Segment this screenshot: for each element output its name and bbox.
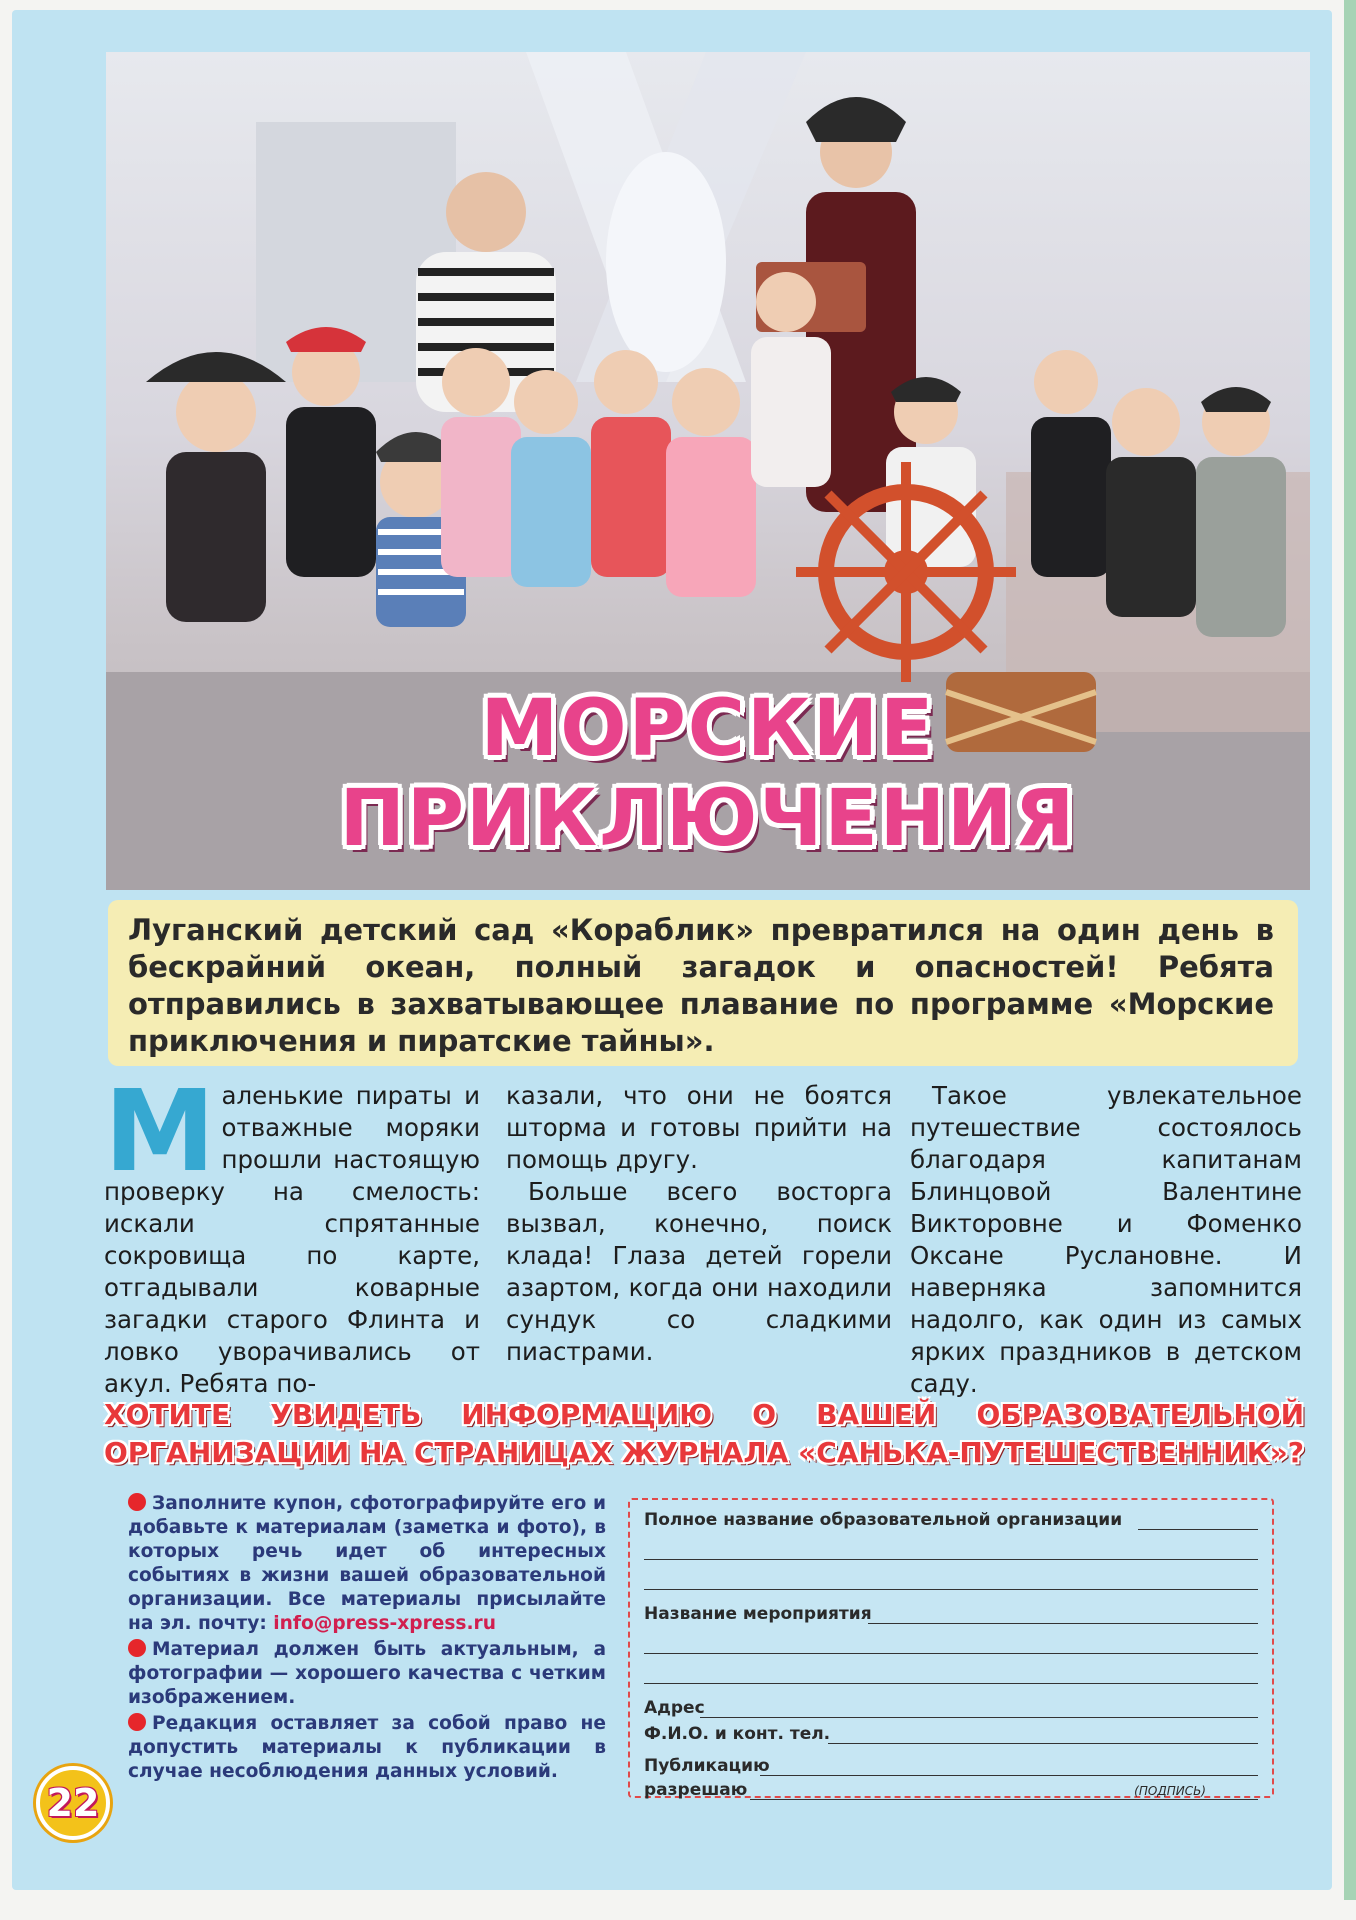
- email-link[interactable]: info@press-xpress.ru: [273, 1613, 496, 1634]
- coupon-form: [628, 1498, 1274, 1798]
- rule-1-text: Заполните купон, сфотографируйте его и добавьте к материалам (заметка и фото), в которых речь идет об интересных событиях в жизни вашей образовательной организации. Все материалы присылайте на эл. почту:: [128, 1493, 606, 1634]
- call-to-action-heading: [104, 1396, 1304, 1472]
- coupon-field-line[interactable]: [644, 1559, 1258, 1560]
- coupon-field-event[interactable]: [868, 1623, 1258, 1624]
- photo-ship-wheel: [796, 462, 1016, 682]
- coupon-field-line[interactable]: [644, 1653, 1258, 1654]
- article-headline: МОРСКИЕ ПРИКЛЮЧЕНИЯ: [339, 684, 1077, 864]
- coupon-row-org: [644, 1504, 1258, 1534]
- bullet-icon: [128, 1639, 146, 1657]
- article-text-col1: аленькие пираты и отважные моряки прошли настоящую проверку на смелость: искали спрятанные сокровища по карте, отгадывали коварные загадки старого Флинта и ловко уворачивались от акул. Ребята по-: [104, 1081, 480, 1398]
- rule-3: [128, 1712, 606, 1784]
- coupon-row-blank: [644, 1564, 1258, 1594]
- coupon-label-publish-1: Публикацию: [644, 1756, 770, 1776]
- photo-teacher-head: [446, 172, 526, 252]
- coupon-label-contact: Ф.И.О. и конт. тел.: [644, 1724, 831, 1744]
- coupon-label-event: Название мероприятия: [644, 1604, 872, 1624]
- coupon-field-line[interactable]: [644, 1683, 1258, 1684]
- bullet-icon: [128, 1493, 146, 1511]
- coupon-row-blank: [644, 1628, 1258, 1658]
- bullet-icon: [128, 1713, 146, 1731]
- coupon-row-contact: [644, 1718, 1258, 1748]
- page-edge: [1344, 0, 1356, 1900]
- coupon-label-org: Полное название образовательной организации: [644, 1510, 1123, 1530]
- coupon-field-contact[interactable]: [828, 1743, 1258, 1744]
- coupon-label-publish-2: разрешаю: [644, 1780, 748, 1800]
- article-text-col2a: казали, что они не боятся шторма и готовы прийти на помощь другу.: [506, 1081, 892, 1174]
- lead-text: Луганский детский сад «Кораблик» превратился на один день в бескрайний океан, полный загадок и опасностей! Ребята отправились в захватывающее плавание по программе «Морские приключения и пиратские тайны».: [128, 913, 1274, 1058]
- rule-1: [128, 1492, 606, 1636]
- article-column-1: [104, 1067, 480, 1400]
- cta-line-2: ОРГАНИЗАЦИИ НА СТРАНИЦАХ ЖУРНАЛА «САНЬКА-ПУТЕШЕСТВЕННИК»?: [104, 1436, 1304, 1469]
- article-column-2: [506, 1080, 892, 1368]
- submission-rules: [128, 1492, 606, 1786]
- rule-2: [128, 1638, 606, 1710]
- coupon-row-blank: [644, 1534, 1258, 1564]
- coupon-row-signature: [644, 1774, 1258, 1804]
- rule-2-text: Материал должен быть актуальным, а фотографии — хорошего качества с четким изображением.: [128, 1639, 606, 1708]
- page-number-badge: 22: [36, 1766, 110, 1840]
- coupon-signature-hint: (ПОДПИСЬ): [1134, 1784, 1206, 1798]
- rule-3-text: Редакция оставляет за собой право не допустить материалы к публикации в случае несоблюдения данных условий.: [128, 1713, 606, 1782]
- lead-box: [108, 900, 1298, 1066]
- coupon-field-signature[interactable]: [750, 1799, 1258, 1800]
- photo-pirate-hat: [806, 97, 906, 142]
- article-column-3: [910, 1080, 1302, 1400]
- coupon-field-org[interactable]: [1138, 1529, 1258, 1530]
- coupon-label-address: Адрес: [644, 1698, 705, 1718]
- cta-line-1: ХОТИТЕ УВИДЕТЬ ИНФОРМАЦИЮ О ВАШЕЙ ОБРАЗОВАТЕЛЬНОЙ: [104, 1398, 1304, 1431]
- article-text-col2b: Больше всего восторга вызвал, конечно, поиск клада! Глаза детей горели азартом, когда они находили сундук со сладкими пиастрами.: [506, 1177, 892, 1366]
- coupon-field-line[interactable]: [644, 1589, 1258, 1590]
- event-photo: [106, 52, 1310, 890]
- coupon-row-event: [644, 1598, 1258, 1628]
- coupon-row-blank: [644, 1658, 1258, 1688]
- article-text-col3: Такое увлекательное путешествие состоялось благодаря капитанам Блинцовой Валентине Викторовне и Фоменко Оксане Руслановне. И наверняка запомнится надолго, как один из самых ярких праздников в детском саду.: [910, 1081, 1302, 1398]
- photo-sail: [606, 152, 726, 372]
- dropcap: М: [104, 1067, 216, 1197]
